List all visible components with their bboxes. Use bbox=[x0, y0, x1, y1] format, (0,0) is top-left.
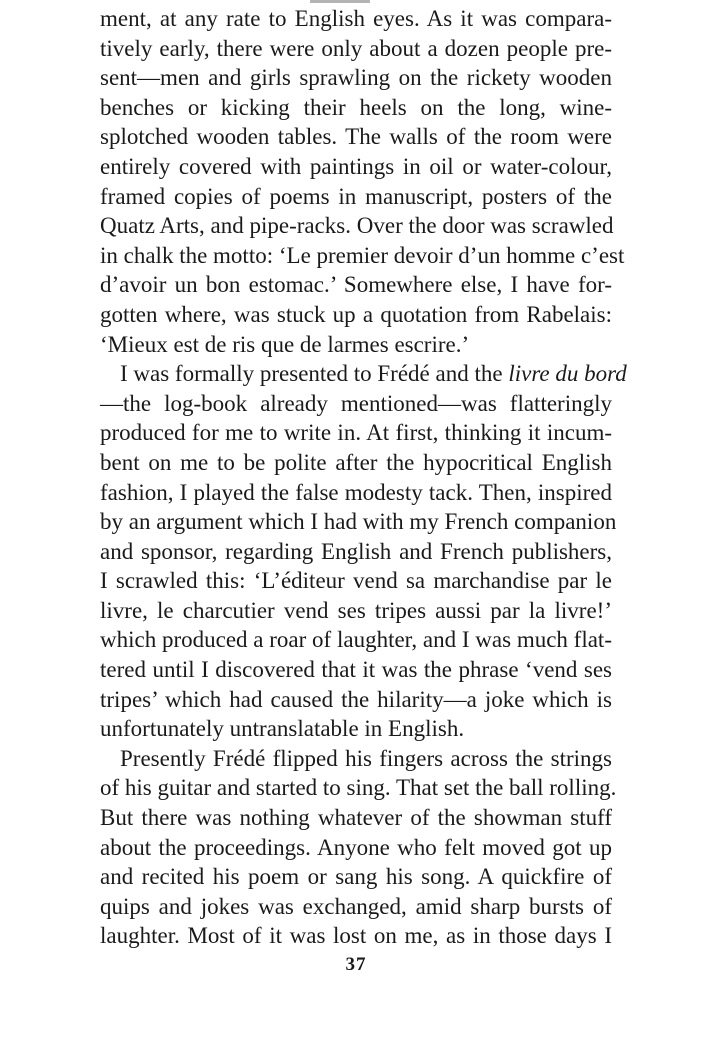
text-line: Quatz Arts, and pipe-racks. Over the door was scrawled bbox=[100, 213, 614, 239]
text-line: of his guitar and started to sing. That set the ball rolling. bbox=[100, 775, 617, 801]
text-line: which produced a roar of laughter, and I was much flat- bbox=[100, 627, 612, 653]
text-line: by an argument which I had with my French companion bbox=[100, 509, 617, 535]
text-line: unfortunately untranslatable in English. bbox=[100, 716, 465, 742]
text-line: tripes’ which had caused the hilarity—a joke which is bbox=[100, 686, 612, 712]
text-line: sent—men and girls sprawling on the rickety wooden bbox=[100, 65, 612, 91]
text-line: livre, le charcutier vend ses tripes aussi par la livre!’ bbox=[100, 597, 612, 623]
text-line: splotched wooden tables. The walls of the room were bbox=[100, 124, 612, 150]
book-page-text bbox=[100, 4, 627, 951]
text-line: framed copies of poems in manuscript, posters of the bbox=[100, 183, 612, 209]
text-line: benches or kicking their heels on the long, wine- bbox=[100, 94, 612, 120]
text-line: about the proceedings. Anyone who felt moved got up bbox=[100, 834, 612, 860]
text-line: Presently Frédé flipped his fingers across the strings bbox=[120, 745, 612, 771]
paragraph-3 bbox=[100, 744, 617, 951]
text-line: entirely covered with paintings in oil or water-colour, bbox=[100, 153, 612, 179]
text-line: bent on me to be polite after the hypocritical English bbox=[100, 449, 612, 475]
text-line: —the log-book already mentioned—was flatteringly bbox=[100, 390, 612, 416]
text-line: produced for me to write in. At first, thinking it incum- bbox=[100, 420, 612, 446]
text-line: tered until I discovered that it was the phrase ‘vend ses bbox=[100, 657, 612, 683]
page-number: 37 bbox=[345, 954, 367, 975]
text-line: gotten where, was stuck up a quotation from Rabelais: bbox=[100, 301, 612, 327]
italic-phrase: livre du bord bbox=[508, 361, 627, 387]
text-line: quips and jokes was exchanged, amid sharp bursts of bbox=[100, 893, 612, 919]
paragraph-2 bbox=[100, 359, 627, 744]
text-line: tively early, there were only about a dozen people pre- bbox=[100, 35, 612, 61]
text-line: ‘Mieux est de ris que de larmes escrire.’ bbox=[100, 331, 470, 357]
text-line: I scrawled this: ‘L’éditeur vend sa marchandise par le bbox=[100, 568, 612, 594]
text-line: But there was nothing whatever of the showman stuff bbox=[100, 805, 612, 831]
text-line: d’avoir un bon estomac.’ Somewhere else, I have for- bbox=[100, 272, 612, 298]
text-line: and recited his poem or sang his song. A quickfire of bbox=[100, 864, 612, 890]
text-line: ment, at any rate to English eyes. As it was compara- bbox=[100, 6, 612, 31]
text-line: fashion, I played the false modesty tack. Then, inspired bbox=[100, 479, 612, 505]
text-line: in chalk the motto: ‘Le premier devoir d’un homme c’est bbox=[100, 242, 625, 268]
text-line: laughter. Most of it was lost on me, as in those days I bbox=[100, 923, 612, 949]
text-segment: I was formally presented to Frédé and the bbox=[120, 361, 509, 387]
text-line: and sponsor, regarding English and French publishers, bbox=[100, 538, 612, 564]
previous-page-fragment bbox=[310, 0, 370, 3]
paragraph-1 bbox=[100, 4, 625, 359]
text-line-with-italic bbox=[100, 359, 627, 389]
